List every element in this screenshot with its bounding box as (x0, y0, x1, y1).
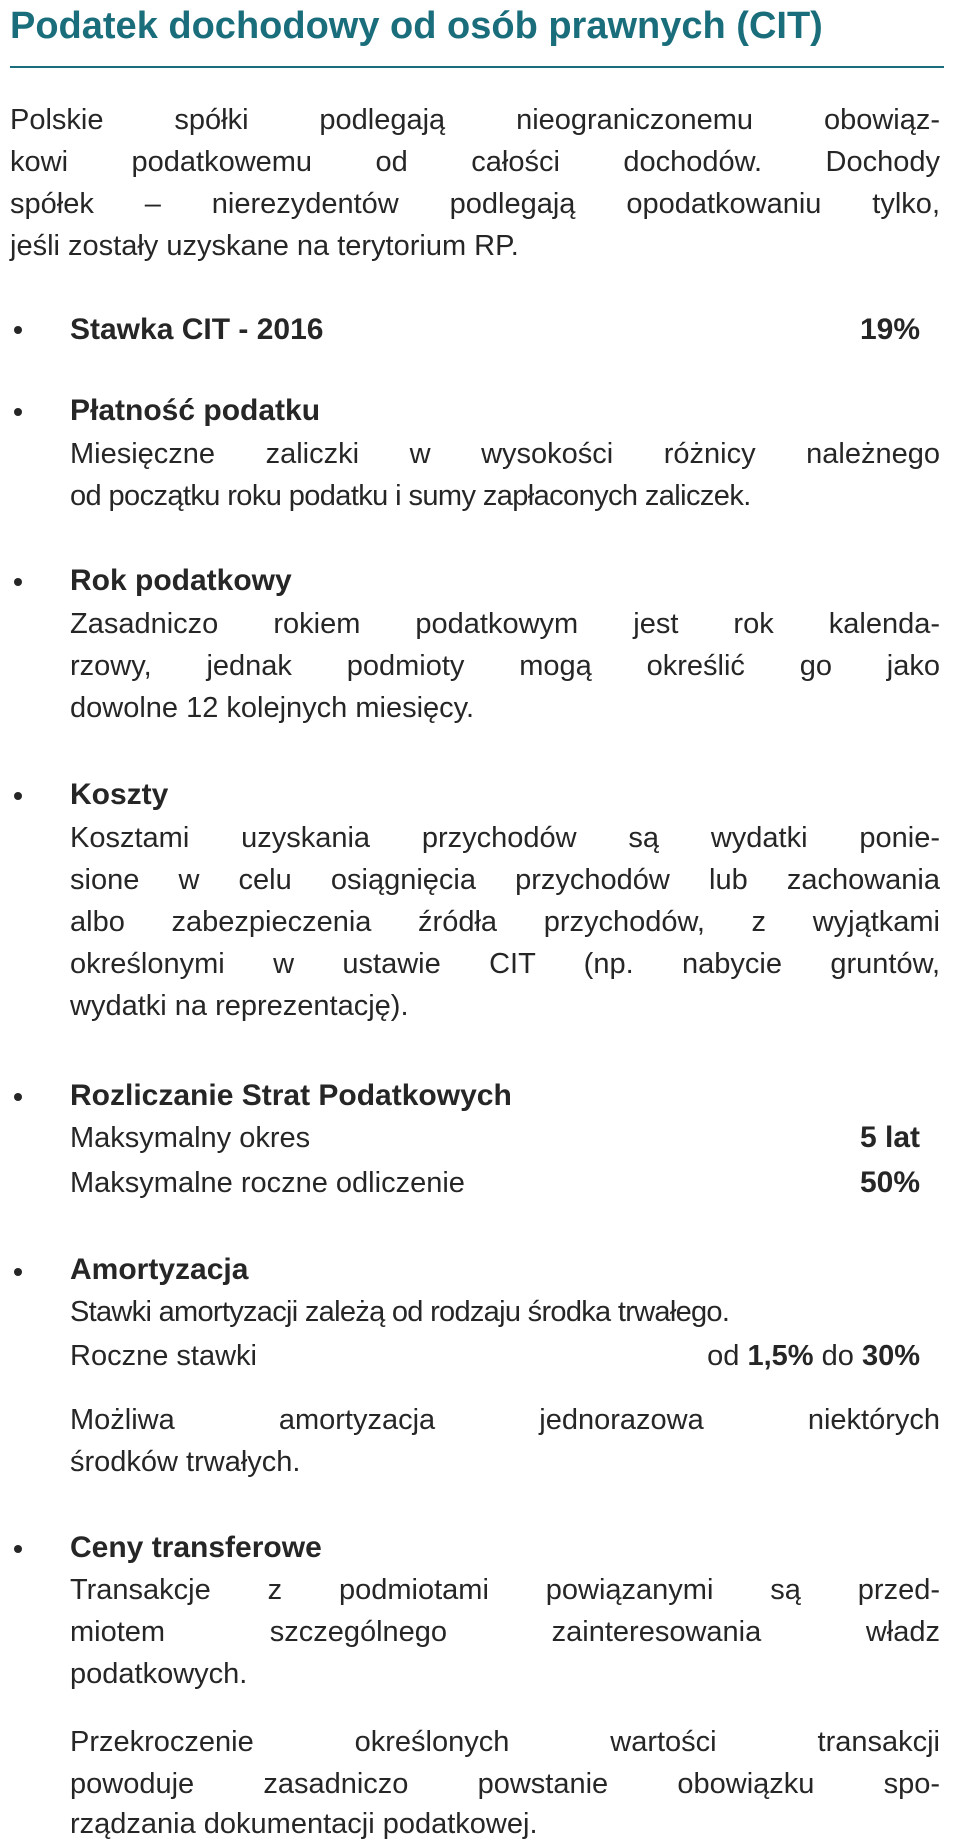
depreciation-heading: Amortyzacja (70, 1253, 249, 1286)
tax-year-line: Zasadniczo rokiem podatkowym jest rok kalenda- (70, 608, 940, 640)
depreciation-extra-line: Możliwa amortyzacja jednorazowa niektórych (70, 1404, 940, 1436)
rate-value: 19% (859, 313, 920, 346)
range-from-value: 1,5% (747, 1340, 814, 1372)
depreciation-range (707, 1336, 920, 1376)
transfer-pricing-line: miotem szczególnego zainteresowania władz (70, 1616, 940, 1648)
payment-line: od początku roku podatku i sumy zapłaconych zaliczek. (70, 480, 751, 512)
intro-line: kowi podatkowemu od całości dochodów. Dochody (10, 146, 940, 178)
losses-label: Maksymalny okres (70, 1122, 311, 1154)
losses-label: Maksymalne roczne odliczenie (70, 1167, 465, 1199)
transfer-pricing-line: Przekroczenie określonych wartości transakcji (70, 1726, 940, 1758)
title-divider (10, 66, 944, 68)
bullet-icon (14, 1093, 22, 1101)
costs-line: albo zabezpieczenia źródła przychodów, z wyjątkami (70, 906, 940, 938)
losses-value: 50% (859, 1166, 920, 1199)
losses-value: 5 lat (859, 1121, 920, 1154)
costs-line: wydatki na reprezentację). (70, 990, 409, 1022)
transfer-pricing-line: rządzania dokumentacji podatkowej. (70, 1808, 538, 1840)
payment-line: Miesięczne zaliczki w wysokości różnicy należnego (70, 438, 940, 470)
intro-line: Polskie spółki podlegają nieograniczonemu obowiąz- (10, 104, 940, 136)
tax-year-line: rzowy, jednak podmioty mogą określić go jako (70, 650, 940, 682)
range-to-value: 30% (861, 1340, 920, 1372)
bullet-icon (14, 792, 22, 800)
bullet-icon (14, 1268, 22, 1276)
depreciation-annual-label: Roczne stawki (70, 1340, 257, 1372)
payment-heading: Płatność podatku (70, 394, 321, 427)
depreciation-line: Stawki amortyzacji zależą od rodzaju środka trwałego. (70, 1296, 730, 1328)
range-to-word: do (821, 1340, 854, 1372)
transfer-pricing-heading: Ceny transferowe (70, 1531, 322, 1564)
transfer-pricing-line: Transakcje z podmiotami powiązanymi są przed- (70, 1574, 940, 1606)
costs-line: określonymi w ustawie CIT (np. nabycie gruntów, (70, 948, 940, 980)
bullet-icon (14, 326, 22, 334)
intro-line: spółek – nierezydentów podlegają opodatkowaniu tylko, (10, 188, 940, 220)
transfer-pricing-line: powoduje zasadniczo powstanie obowiązku spo- (70, 1768, 940, 1800)
page-title: Podatek dochodowy od osób prawnych (CIT) (10, 5, 823, 47)
bullet-icon (14, 408, 22, 416)
costs-line: sione w celu osiągnięcia przychodów lub zachowania (70, 864, 940, 896)
depreciation-extra-line: środków trwałych. (70, 1446, 301, 1478)
bullet-icon (14, 1545, 22, 1553)
intro-line: jeśli zostały uzyskane na terytorium RP. (10, 230, 519, 262)
bullet-icon (14, 578, 22, 586)
tax-year-heading: Rok podatkowy (70, 564, 292, 597)
costs-line: Kosztami uzyskania przychodów są wydatki ponie- (70, 822, 940, 854)
losses-heading: Rozliczanie Strat Podatkowych (70, 1079, 512, 1112)
tax-year-line: dowolne 12 kolejnych miesięcy. (70, 692, 475, 724)
range-from-word: od (707, 1340, 740, 1372)
costs-heading: Koszty (70, 778, 169, 811)
rate-heading: Stawka CIT - 2016 (70, 313, 324, 346)
transfer-pricing-line: podatkowych. (70, 1658, 248, 1690)
